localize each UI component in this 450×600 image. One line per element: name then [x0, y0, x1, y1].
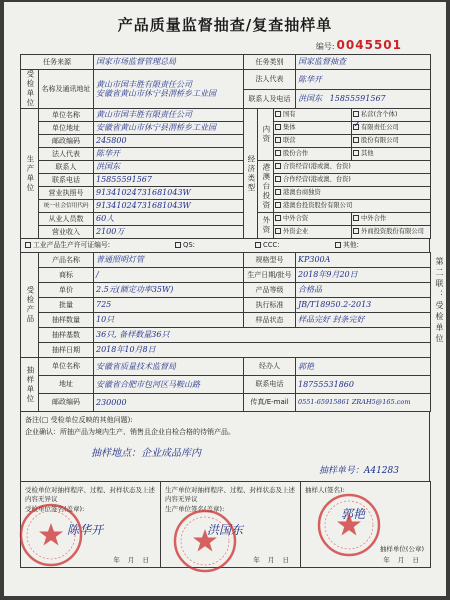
checkbox [175, 242, 181, 248]
license-row [21, 239, 430, 253]
economy-type-label: 经济类型 [246, 154, 256, 193]
task-source-value: 国家市场监督管理总局 [94, 55, 244, 70]
checkbox [275, 163, 281, 169]
product-field-label: 抽样日期 [39, 343, 94, 358]
sampling-field-label: 经办人 [244, 358, 296, 376]
sampling-form-table [20, 54, 430, 568]
inspected-unit-date: 年 月 日 [113, 555, 152, 564]
sampling-field-value: 安徽省合肥市包河区马鞍山路 [94, 376, 244, 394]
option-label: 中外合作 [361, 215, 387, 223]
economy-group-cell [258, 109, 274, 161]
sampling-slip-number: 抽样单号：A41283 [318, 466, 399, 476]
contact-name: 洪国东 [298, 94, 322, 104]
product-field-label: 样品状态 [244, 313, 296, 328]
contact-phone: 15855591567 [329, 94, 386, 104]
inspected-unit-section-label: 受检单位 [25, 70, 35, 108]
producer-field-value: 15855591567 [94, 174, 244, 187]
economy-option [352, 122, 431, 135]
license-item [175, 242, 255, 250]
product-field-label: 执行标准 [244, 298, 296, 313]
option-label: 国有 [283, 111, 296, 119]
economy-option [352, 135, 431, 148]
inspected-unit-section [20, 69, 431, 109]
enterprise-confirmation: 企业确认：所抽产品为境内生产、销售且企业自检合格的待销产品。 [25, 428, 235, 436]
sampling-field-label: 单位名称 [39, 358, 94, 376]
checkbox [353, 215, 359, 221]
economy-option [274, 109, 352, 122]
option-label: 有限责任公司 [361, 124, 399, 132]
option-label: 集体 [283, 124, 296, 132]
sampling-unit-seal-label: 抽样单位(公章) [379, 544, 424, 553]
product-field-value: 2018年10月8日 [94, 343, 431, 358]
option-label: 外资企业 [283, 228, 309, 236]
hmt-group-label: 港澳台投资 [261, 162, 271, 211]
product-field-value: KP300A [296, 253, 431, 268]
producer-field-label: 联系电话 [39, 174, 94, 187]
economy-option [352, 109, 431, 122]
form-number-label: 编号: [315, 42, 335, 51]
product-field-value: 725 [94, 298, 244, 313]
producer-section [20, 108, 431, 239]
foreign-group-label: 外资 [261, 216, 271, 235]
producer-field-label: 营业执照号 [39, 187, 94, 200]
sampling-field-value: 230000 [94, 394, 244, 412]
form-number [316, 38, 402, 52]
contact-value [296, 89, 431, 109]
checkbox [275, 202, 281, 208]
producer-sign-label: 生产单位签名(盖章): [165, 505, 225, 513]
checkbox [353, 228, 359, 234]
product-section [20, 252, 431, 358]
remarks-cell [21, 412, 430, 482]
sampler-signature: 郭艳 [341, 507, 366, 521]
license-section [20, 238, 430, 253]
section-label-cell [21, 253, 39, 358]
inspected-unit-signature: 陈华开 [67, 523, 104, 537]
license-item-label: QS: [183, 240, 195, 249]
copy-side-label: 第二联：受检单位 [435, 257, 444, 345]
product-field-label: 抽样基数 [39, 328, 94, 343]
economy-option [274, 122, 352, 135]
task-category-label: 任务类别 [244, 55, 296, 70]
producer-field-value: 91341024731681043W [94, 187, 244, 200]
option-label: 合资经营(港或澳、台资) [283, 163, 351, 171]
license-item-label: 其他: [343, 240, 359, 249]
product-field-label: 规格型号 [244, 253, 296, 268]
producer-field-value: 91341024731681043W [94, 200, 244, 213]
economy-option [352, 226, 431, 239]
economy-option [274, 187, 431, 200]
product-field-label: 产品名称 [39, 253, 94, 268]
producer-field-label: 营业收入 [39, 226, 94, 239]
product-field-label: 抽样数量 [39, 313, 94, 328]
option-label: 合作经营(港或澳、台资) [283, 176, 351, 184]
checkbox [25, 242, 31, 248]
checkbox [275, 111, 281, 117]
remarks-label: 备注(□ 受检单位反映的其他问题): [25, 416, 133, 424]
product-field-value: 36只, 备样数量36只 [94, 328, 431, 343]
checkbox [255, 242, 261, 248]
inspected-unit-sign-label: 受检单位签名(盖章): [25, 505, 85, 513]
inspected-unit-address: 安徽省黄山市休宁县渭桥乡工业园 [96, 89, 216, 98]
checkbox [335, 242, 341, 248]
sampling-field-label: 传真/E-mail [244, 394, 296, 412]
sampling-field-label: 邮政编码 [39, 394, 94, 412]
option-label: 港澳台投资股份有限公司 [283, 202, 353, 210]
form-paper [4, 2, 446, 596]
option-label: 中外合资 [283, 215, 309, 223]
economy-option [352, 148, 431, 161]
section-label-cell [21, 109, 39, 239]
sampling-field-label: 地址 [39, 376, 94, 394]
option-label: 股份有限公司 [361, 137, 399, 145]
economy-option [274, 226, 352, 239]
task-category-value: 国家监督抽查 [296, 55, 431, 70]
product-field-value: 普通照明灯管 [94, 253, 244, 268]
serial-number: 0045501 [336, 38, 402, 52]
checkbox [353, 111, 359, 117]
section-label-cell [21, 70, 39, 109]
sampling-field-value: 安徽省质量技术监督局 [94, 358, 244, 376]
option-label: 股份合作 [283, 150, 309, 158]
producer-statement: 生产单位对抽样程序、过程、封样状态及上述内容无异议 [165, 486, 295, 503]
producer-section-label: 生产单位 [25, 154, 35, 193]
product-field-value: 2.5元(额定功率35W) [94, 283, 244, 298]
option-label: 其他 [361, 150, 374, 158]
producer-field-value: 60人 [94, 213, 244, 226]
sampling-unit-section-label: 抽样单位 [25, 365, 35, 404]
checkbox [275, 176, 281, 182]
option-label: 私营(含个体) [361, 111, 398, 119]
sampling-field-value: 0551-65915861 ZRAH5@165.com [296, 394, 431, 412]
product-field-label: 产品等级 [244, 283, 296, 298]
producer-field-label: 从业人员数 [39, 213, 94, 226]
license-item [335, 242, 359, 250]
inspected-unit-statement: 受检单位对抽样程序、过程、封样状态及上述内容无异议 [25, 486, 155, 503]
product-field-label: 单价 [39, 283, 94, 298]
producer-field-label: 单位地址 [39, 122, 94, 135]
checkbox [275, 228, 281, 234]
producer-field-value: 245800 [94, 135, 244, 148]
producer-field-label: 统一社会信用代码 [39, 200, 94, 213]
checkbox [275, 137, 281, 143]
option-label: 联营 [283, 137, 296, 145]
option-label: 外商投资股份有限公司 [361, 228, 424, 236]
license-item [25, 242, 175, 250]
contact-label: 联系人及电话 [244, 89, 296, 109]
red-seal-icon [316, 492, 382, 558]
producer-field-value: 黄山市国丰胜有限责任公司 [94, 109, 244, 122]
legal-rep-value: 陈华开 [296, 70, 431, 90]
economy-option [274, 213, 352, 226]
product-field-value: 2018年9月20日 [296, 268, 431, 283]
option-label: 港澳台商独资 [283, 189, 321, 197]
producer-date: 年 月 日 [253, 555, 292, 564]
product-field-label: 生产日期/批号 [244, 268, 296, 283]
red-seal-icon [18, 502, 84, 568]
license-item [255, 242, 335, 250]
producer-field-value: 洪国东 [94, 161, 244, 174]
license-item-label: 工业产品生产许可证编号: [33, 240, 111, 249]
name-address-value [94, 70, 244, 109]
economy-option [274, 161, 431, 174]
economy-label-cell [244, 109, 258, 239]
checkbox [353, 150, 359, 156]
product-field-value: 样品完好 封条完好 [296, 313, 431, 328]
checkbox [275, 124, 281, 130]
domestic-group-label: 内资 [261, 125, 271, 144]
license-item-label: CCC: [263, 240, 280, 249]
sampler-sign-label: 抽样人(签名): [305, 486, 345, 494]
checkbox [275, 215, 281, 221]
economy-option [274, 135, 352, 148]
product-field-value: 10只 [94, 313, 244, 328]
economy-group-cell [258, 161, 274, 213]
section-label-cell [21, 358, 39, 412]
economy-option [274, 148, 352, 161]
economy-option [274, 200, 431, 213]
producer-field-value: 陈华开 [94, 148, 244, 161]
product-field-label: 批量 [39, 298, 94, 313]
product-field-value: JB/T18950.2-2013 [296, 298, 431, 313]
economy-group-cell [258, 213, 274, 239]
inspected-unit-name: 黄山市国丰胜有限责任公司 [96, 79, 192, 89]
task-source-label: 任务来源 [21, 55, 94, 70]
sampling-field-value: 郭艳 [296, 358, 431, 376]
producer-field-label: 联系人 [39, 161, 94, 174]
task-section [20, 54, 431, 70]
legal-rep-label: 法人代表 [244, 70, 296, 90]
product-field-value: / [94, 268, 244, 283]
economy-option [274, 174, 431, 187]
producer-field-label: 法人代表 [39, 148, 94, 161]
sampling-field-value: 18755531860 [296, 376, 431, 394]
red-seal-icon [172, 508, 238, 574]
product-section-label: 受检产品 [25, 286, 35, 324]
remarks-section [20, 411, 430, 482]
sampling-unit-section [20, 357, 431, 412]
sampler-date: 年 月 日 [383, 555, 422, 564]
producer-field-value: 2100万 [94, 226, 244, 239]
checkbox [275, 150, 281, 156]
producer-signature: 洪国东 [207, 523, 244, 537]
economy-option [352, 213, 431, 226]
product-field-label: 商标 [39, 268, 94, 283]
producer-field-value: 安徽省黄山市休宁县渭桥乡工业园 [94, 122, 244, 135]
producer-field-label: 邮政编码 [39, 135, 94, 148]
sampling-location: 抽样地点：企业成品库内 [91, 448, 201, 459]
checkbox [353, 137, 359, 143]
form-title: 产品质量监督抽查/复查抽样单 [117, 16, 333, 34]
name-address-label: 名称及通讯地址 [39, 70, 94, 109]
product-field-value: 合格品 [296, 283, 431, 298]
checkbox [353, 124, 359, 130]
producer-field-label: 单位名称 [39, 109, 94, 122]
checkbox [275, 189, 281, 195]
sampling-field-label: 联系电话 [244, 376, 296, 394]
